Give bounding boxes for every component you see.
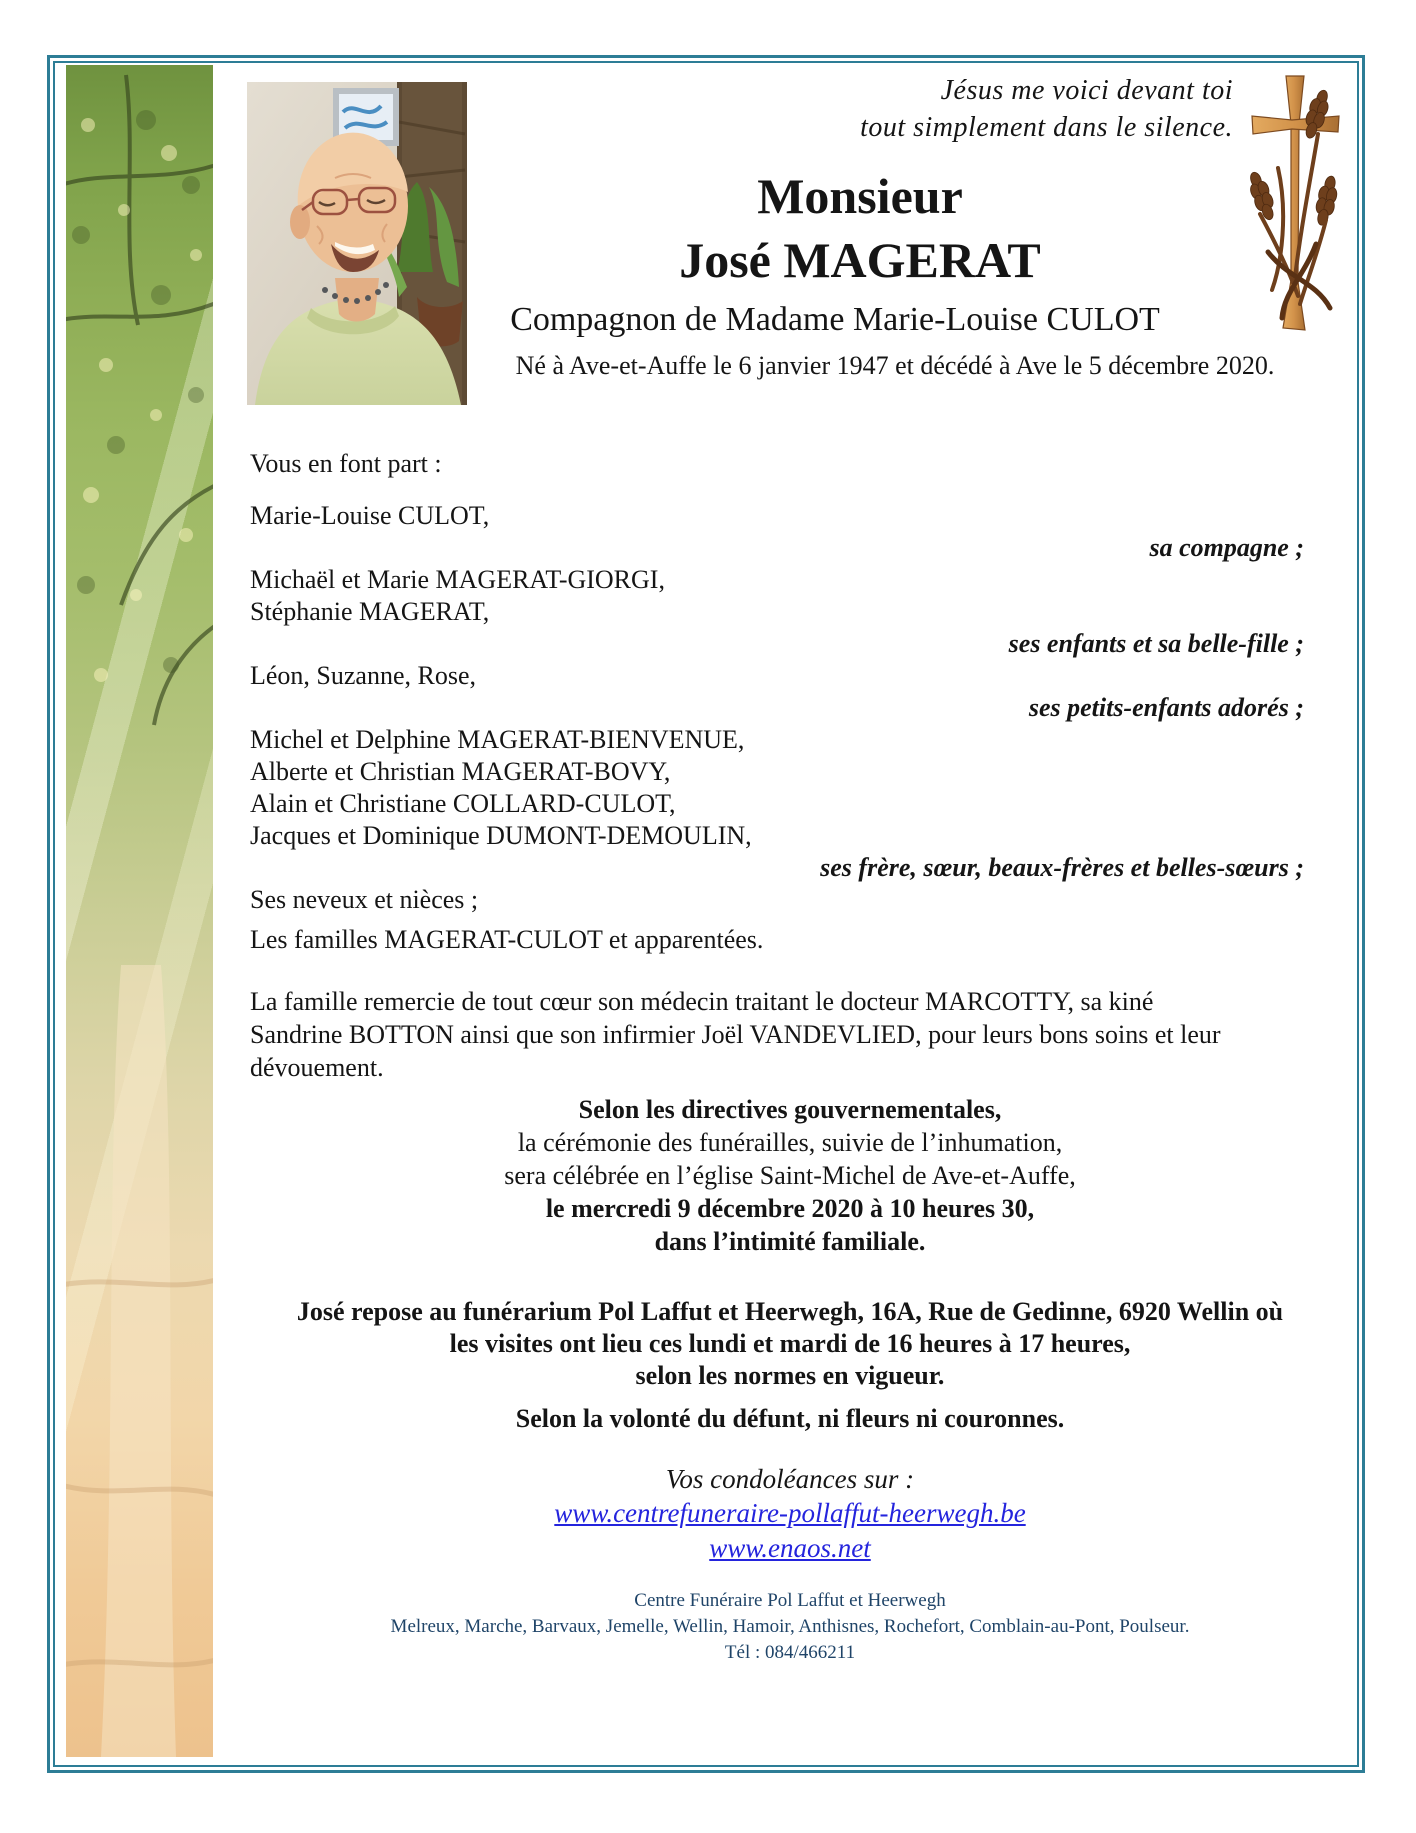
family-announcement (250, 448, 1318, 956)
relationship-line: Compagnon de Madame Marie-Louise CULOT (510, 301, 1160, 338)
forest-path-image (66, 65, 213, 1757)
civility-title: Monsieur (757, 168, 963, 224)
repose-details (250, 1296, 1330, 1392)
repose-line-1: José repose au funérarium Pol Laffut et Heerwegh, 16A, Rue de Gedinne, 6920 Wellin où (296, 1297, 1284, 1326)
family-relation: ses petits-enfants adorés ; (1028, 693, 1304, 722)
thanks-line-2: Sandrine BOTTON ainsi que son infirmier Joël VANDEVLIED, pour leurs bons soins et leur (250, 1020, 1221, 1049)
family-relation: ses enfants et sa belle-fille ; (1008, 629, 1304, 658)
thanks-paragraph (250, 985, 1330, 1084)
quote-line-2: tout simplement dans le silence. (860, 112, 1233, 143)
repose-line-2: les visites ont lieu ces lundi et mardi de 16 heures à 17 heures, (449, 1329, 1131, 1358)
family-name: Alberte et Christian MAGERAT-BOVY, (250, 757, 671, 786)
quote-line-1: Jésus me voici devant toi (940, 75, 1233, 106)
family-name: Marie-Louise CULOT, (250, 501, 490, 530)
family-relation: sa compagne ; (1149, 533, 1304, 562)
funeral-home-phone: Tél : 084/466211 (724, 1642, 856, 1663)
funeral-home-locations: Melreux, Marche, Barvaux, Jemelle, Wellin, Hamoir, Anthisnes, Rochefort, Comblain-au-Pont, Poulseur. (390, 1616, 1190, 1637)
religious-quote (250, 72, 1233, 146)
announcement-intro: Vous en font part : (250, 449, 442, 478)
family-name: Stéphanie MAGERAT, (250, 597, 490, 626)
ceremony-line-2: la cérémonie des funérailles, suivie de l’inhumation, (517, 1128, 1063, 1157)
repose-line-3: selon les normes en vigueur. (635, 1361, 945, 1390)
funeral-home-name: Centre Funéraire Pol Laffut et Heerwegh (634, 1590, 946, 1611)
funeral-home-footer (250, 1588, 1330, 1666)
nephews-line: Ses neveux et nièces ; (250, 885, 479, 914)
ceremony-line-5: dans l’intimité familiale. (654, 1227, 926, 1256)
deceased-name: José MAGERAT (679, 232, 1041, 288)
life-dates-line: Né à Ave-et-Auffe le 6 janvier 1947 et décédé à Ave le 5 décembre 2020. (515, 351, 1275, 380)
ceremony-line-4: le mercredi 9 décembre 2020 à 10 heures 30, (545, 1194, 1035, 1223)
ceremony-line-1: Selon les directives gouvernementales, (578, 1095, 1002, 1124)
condolences-link-2-line (250, 1533, 1330, 1564)
ceremony-line-3: sera célébrée en l’église Saint-Michel de Ave-et-Auffe, (504, 1161, 1076, 1190)
ceremony-details (250, 1093, 1330, 1258)
family-name: Michel et Delphine MAGERAT-BIENVENUE, (250, 725, 745, 754)
thanks-line-3: dévouement. (250, 1053, 384, 1082)
condolences-link-1-line (250, 1498, 1330, 1529)
family-name: Alain et Christiane COLLARD-CULOT, (250, 789, 676, 818)
family-relation: ses frère, sœur, beaux-frères et belles-sœurs ; (820, 853, 1304, 882)
funeral-home-website-link[interactable]: www.centrefuneraire-pollaffut-heerwegh.be (554, 1498, 1026, 1528)
family-name: Léon, Suzanne, Rose, (250, 661, 477, 690)
enaos-website-link[interactable]: www.enaos.net (709, 1533, 871, 1563)
forest-detail-overlay (66, 65, 213, 1757)
thanks-line-1: La famille remercie de tout cœur son médecin traitant le docteur MARCOTTY, sa kiné (250, 987, 1154, 1016)
condolences-label: Vos condoléances sur : (665, 1464, 915, 1494)
wishes-line: Selon la volonté du défunt, ni fleurs ni couronnes. (515, 1404, 1065, 1433)
family-name: Michaël et Marie MAGERAT-GIORGI, (250, 565, 665, 594)
families-line: Les familles MAGERAT-CULOT et apparentées. (250, 925, 764, 954)
family-name: Jacques et Dominique DUMONT-DEMOULIN, (250, 821, 752, 850)
